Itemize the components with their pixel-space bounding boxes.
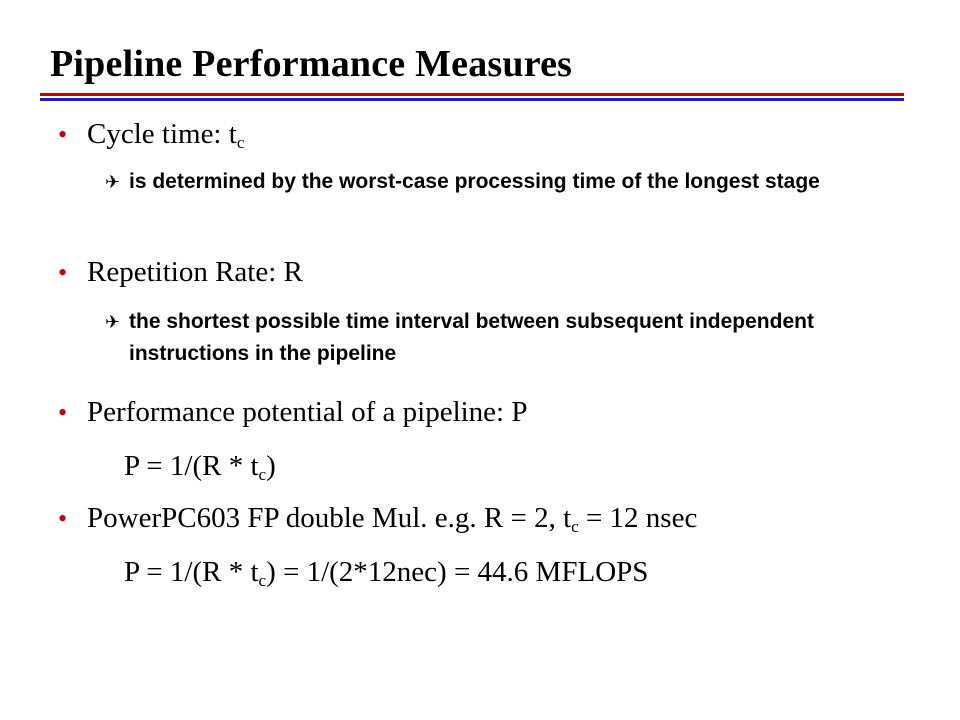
airplane-arrow-icon: ✈ xyxy=(105,312,121,332)
sub-point-text: is determined by the worst-case processing time of the longest stage xyxy=(129,170,820,193)
bullet-dot-icon: • xyxy=(58,504,68,533)
bullet-repetition-rate xyxy=(58,256,303,289)
bullet-performance-potential xyxy=(58,396,528,429)
sub-point-repetition-rate xyxy=(105,306,865,370)
bullet-powerpc-example xyxy=(58,502,697,535)
airplane-arrow-icon: ✈ xyxy=(105,172,121,192)
bullet-dot-icon: • xyxy=(58,258,68,287)
bullet-text: Performance potential of a pipeline: P xyxy=(87,396,528,428)
bullet-dot-icon: • xyxy=(58,398,68,427)
title-divider xyxy=(40,93,904,101)
formula-example-result: $P = 1/(R * t_c) = 1/(2*12nec) = 44.6$ MFLOPS xyxy=(124,556,649,590)
bullet-text: Cycle time: $t_c$ xyxy=(87,118,245,152)
formula-performance: $P = 1/(R * t_c)$ xyxy=(124,450,276,484)
bullet-dot-icon: • xyxy=(58,120,68,149)
slide-title: Pipeline Performance Measures xyxy=(50,43,573,85)
bullet-text: Repetition Rate: R xyxy=(87,256,303,288)
bullet-text: PowerPC603 FP double Mul. e.g. R = 2, $t_c = 12$ nsec xyxy=(87,502,698,536)
bullet-cycle-time xyxy=(58,118,244,151)
sub-point-cycle-time xyxy=(105,166,865,198)
divider-blue-line xyxy=(40,98,904,101)
sub-point-text: the shortest possible time interval between subsequent independent instructions in the pipeline xyxy=(129,310,814,365)
